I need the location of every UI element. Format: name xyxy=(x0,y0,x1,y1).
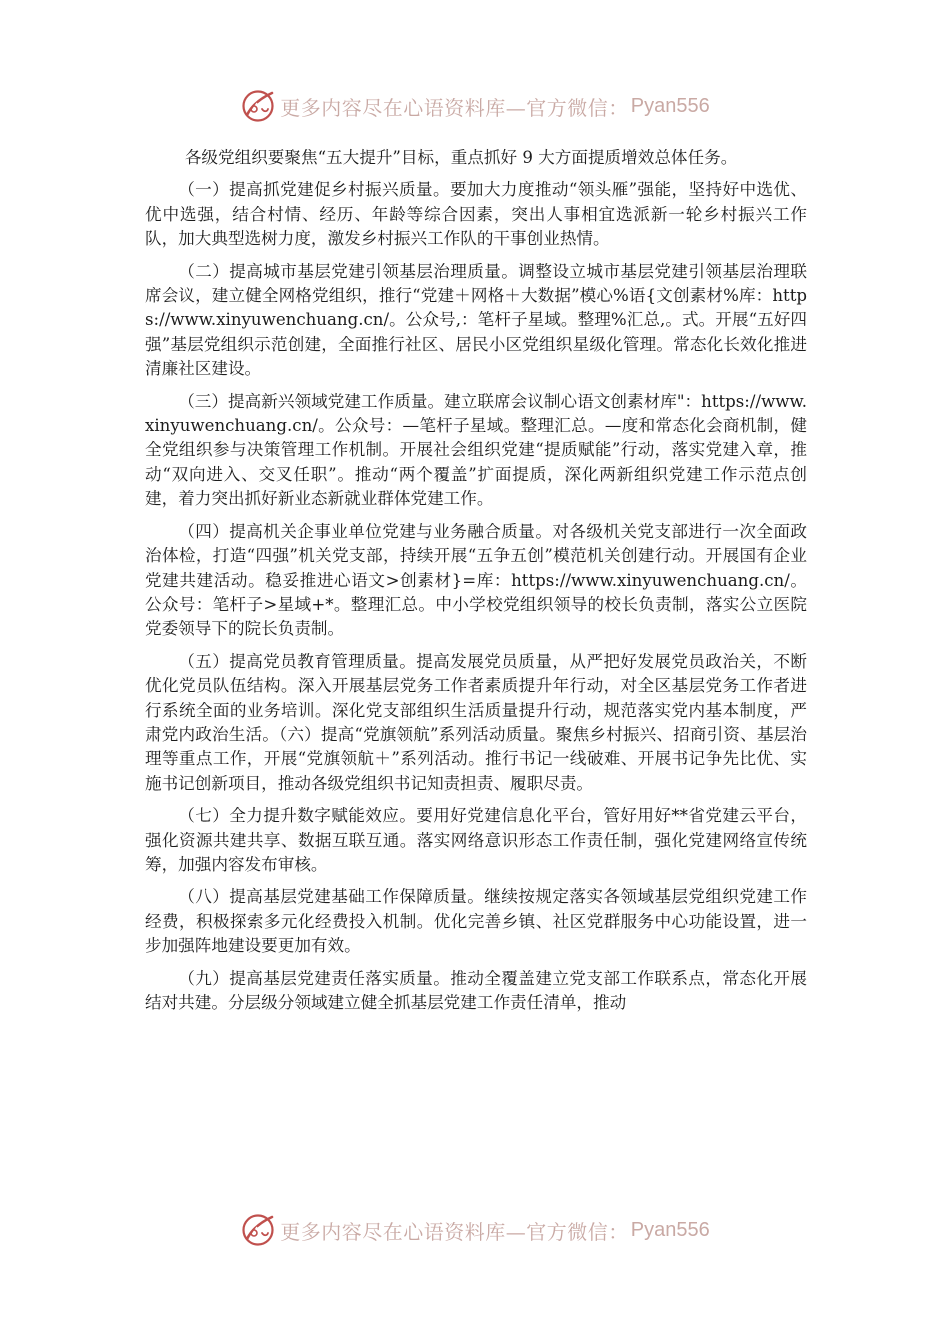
paragraph-4: （四）提高机关企事业单位党建与业务融合质量。对各级机关党支部进行一次全面政治体检，打造“四强”机关党支部，持续开展“五争五创”模范机关创建行动。开展国有企业党建共建活动。稳妥推进心语文>创素材}=库：https://www.xinyuwenchuang.cn/。公众号：笔杆子>星域+*。整理汇总。中小学校党组织领导的校长负责制，落实公立医院党委领导下的院长负责制。 xyxy=(145,521,807,639)
wechat-id: Pyan556 xyxy=(630,94,710,117)
footer-watermark xyxy=(0,1210,950,1250)
wechat-id: Pyan556 xyxy=(630,1218,710,1241)
paragraph-1: （一）提高抓党建促乡村振兴质量。要加大力度推动“领头雁”强能，坚持好中选优、优中选强，结合村情、经历、年龄等综合因素，突出人事相宜选派新一轮乡村振兴工作队，加大典型选树力度，激发乡村振兴工作队的干事创业热情。 xyxy=(145,180,807,249)
paragraph-8: （八）提高基层党建基础工作保障质量。继续按规定落实各领域基层党组织党建工作经费，积极探索多元化经费投入机制。优化完善乡镇、社区党群服务中心功能设置，进一步加强阵地建设要更加有效。 xyxy=(145,887,807,956)
document-body xyxy=(145,146,807,1023)
header-watermark xyxy=(0,86,950,126)
paragraph-intro: 各级党组织要聚焦“五大提升”目标，重点抓好 9 大方面提质增效总体任务。 xyxy=(184,148,738,167)
xinyu-logo-icon xyxy=(240,1212,276,1248)
paragraph-2: （二）提高城市基层党建引领基层治理质量。调整设立城市基层党建引领基层治理联席会议，建立健全网格党组织，推行“党建＋网格＋大数据”模心%语{文创素材%库：https://www.xinyuwenchuang.cn/。公众号,：笔杆子星域。整理%汇总,。式。开展“五好四强”基层党组织示范创建，全面推行社区、居民小区党组织星级化管理。常态化长效化推进清廉社区建设。 xyxy=(145,261,807,379)
paragraph-3: （三）提高新兴领域党建工作质量。建立联席会议制心语文创素材库"：https://www.xinyuwenchuang.cn/。公众号：—笔杆子星域。整理汇总。—度和常态化会商机制，健全党组织参与决策管理工作机制。开展社会组织党建“提质赋能”行动，落实党建入章，推动“双向进入、交叉任职”。推动“两个覆盖”扩面提质，深化两新组织党建工作示范点创建，着力突出抓好新业态新就业群体党建工作。 xyxy=(145,391,807,509)
watermark-text: 更多内容尽在心语资料库—官方微信： xyxy=(280,95,629,120)
watermark-text: 更多内容尽在心语资料库—官方微信： xyxy=(280,1219,629,1244)
paragraph-7: （七）全力提升数字赋能效应。要用好党建信息化平台，管好用好**省党建云平台，强化资源共建共享、数据互联互通。落实网络意识形态工作责任制，强化党建网络宣传统筹，加强内容发布审核。 xyxy=(145,806,807,874)
paragraph-5: （五）提高党员教育管理质量。提高发展党员质量，从严把好发展党员政治关，不断优化党员队伍结构。深入开展基层党务工作者素质提升年行动，对全区基层党务工作者进行系统全面的业务培训。深化党支部组织生活质量提升行动，规范落实党内基本制度，严肃党内政治生活。（六）提高“党旗领航”系列活动质量。聚焦乡村振兴、招商引资、基层治理等重点工作，开展“党旗领航＋”系列活动。推行书记一线破难、开展书记争先比优、实施书记创新项目，推动各级党组织书记知责担责、履职尽责。 xyxy=(145,651,807,793)
paragraph-9: （九）提高基层党建责任落实质量。推动全覆盖建立党支部工作联系点，常态化开展结对共建。分层级分领域建立健全抓基层党建工作责任清单，推动 xyxy=(145,968,807,1012)
xinyu-logo-icon xyxy=(240,88,276,124)
